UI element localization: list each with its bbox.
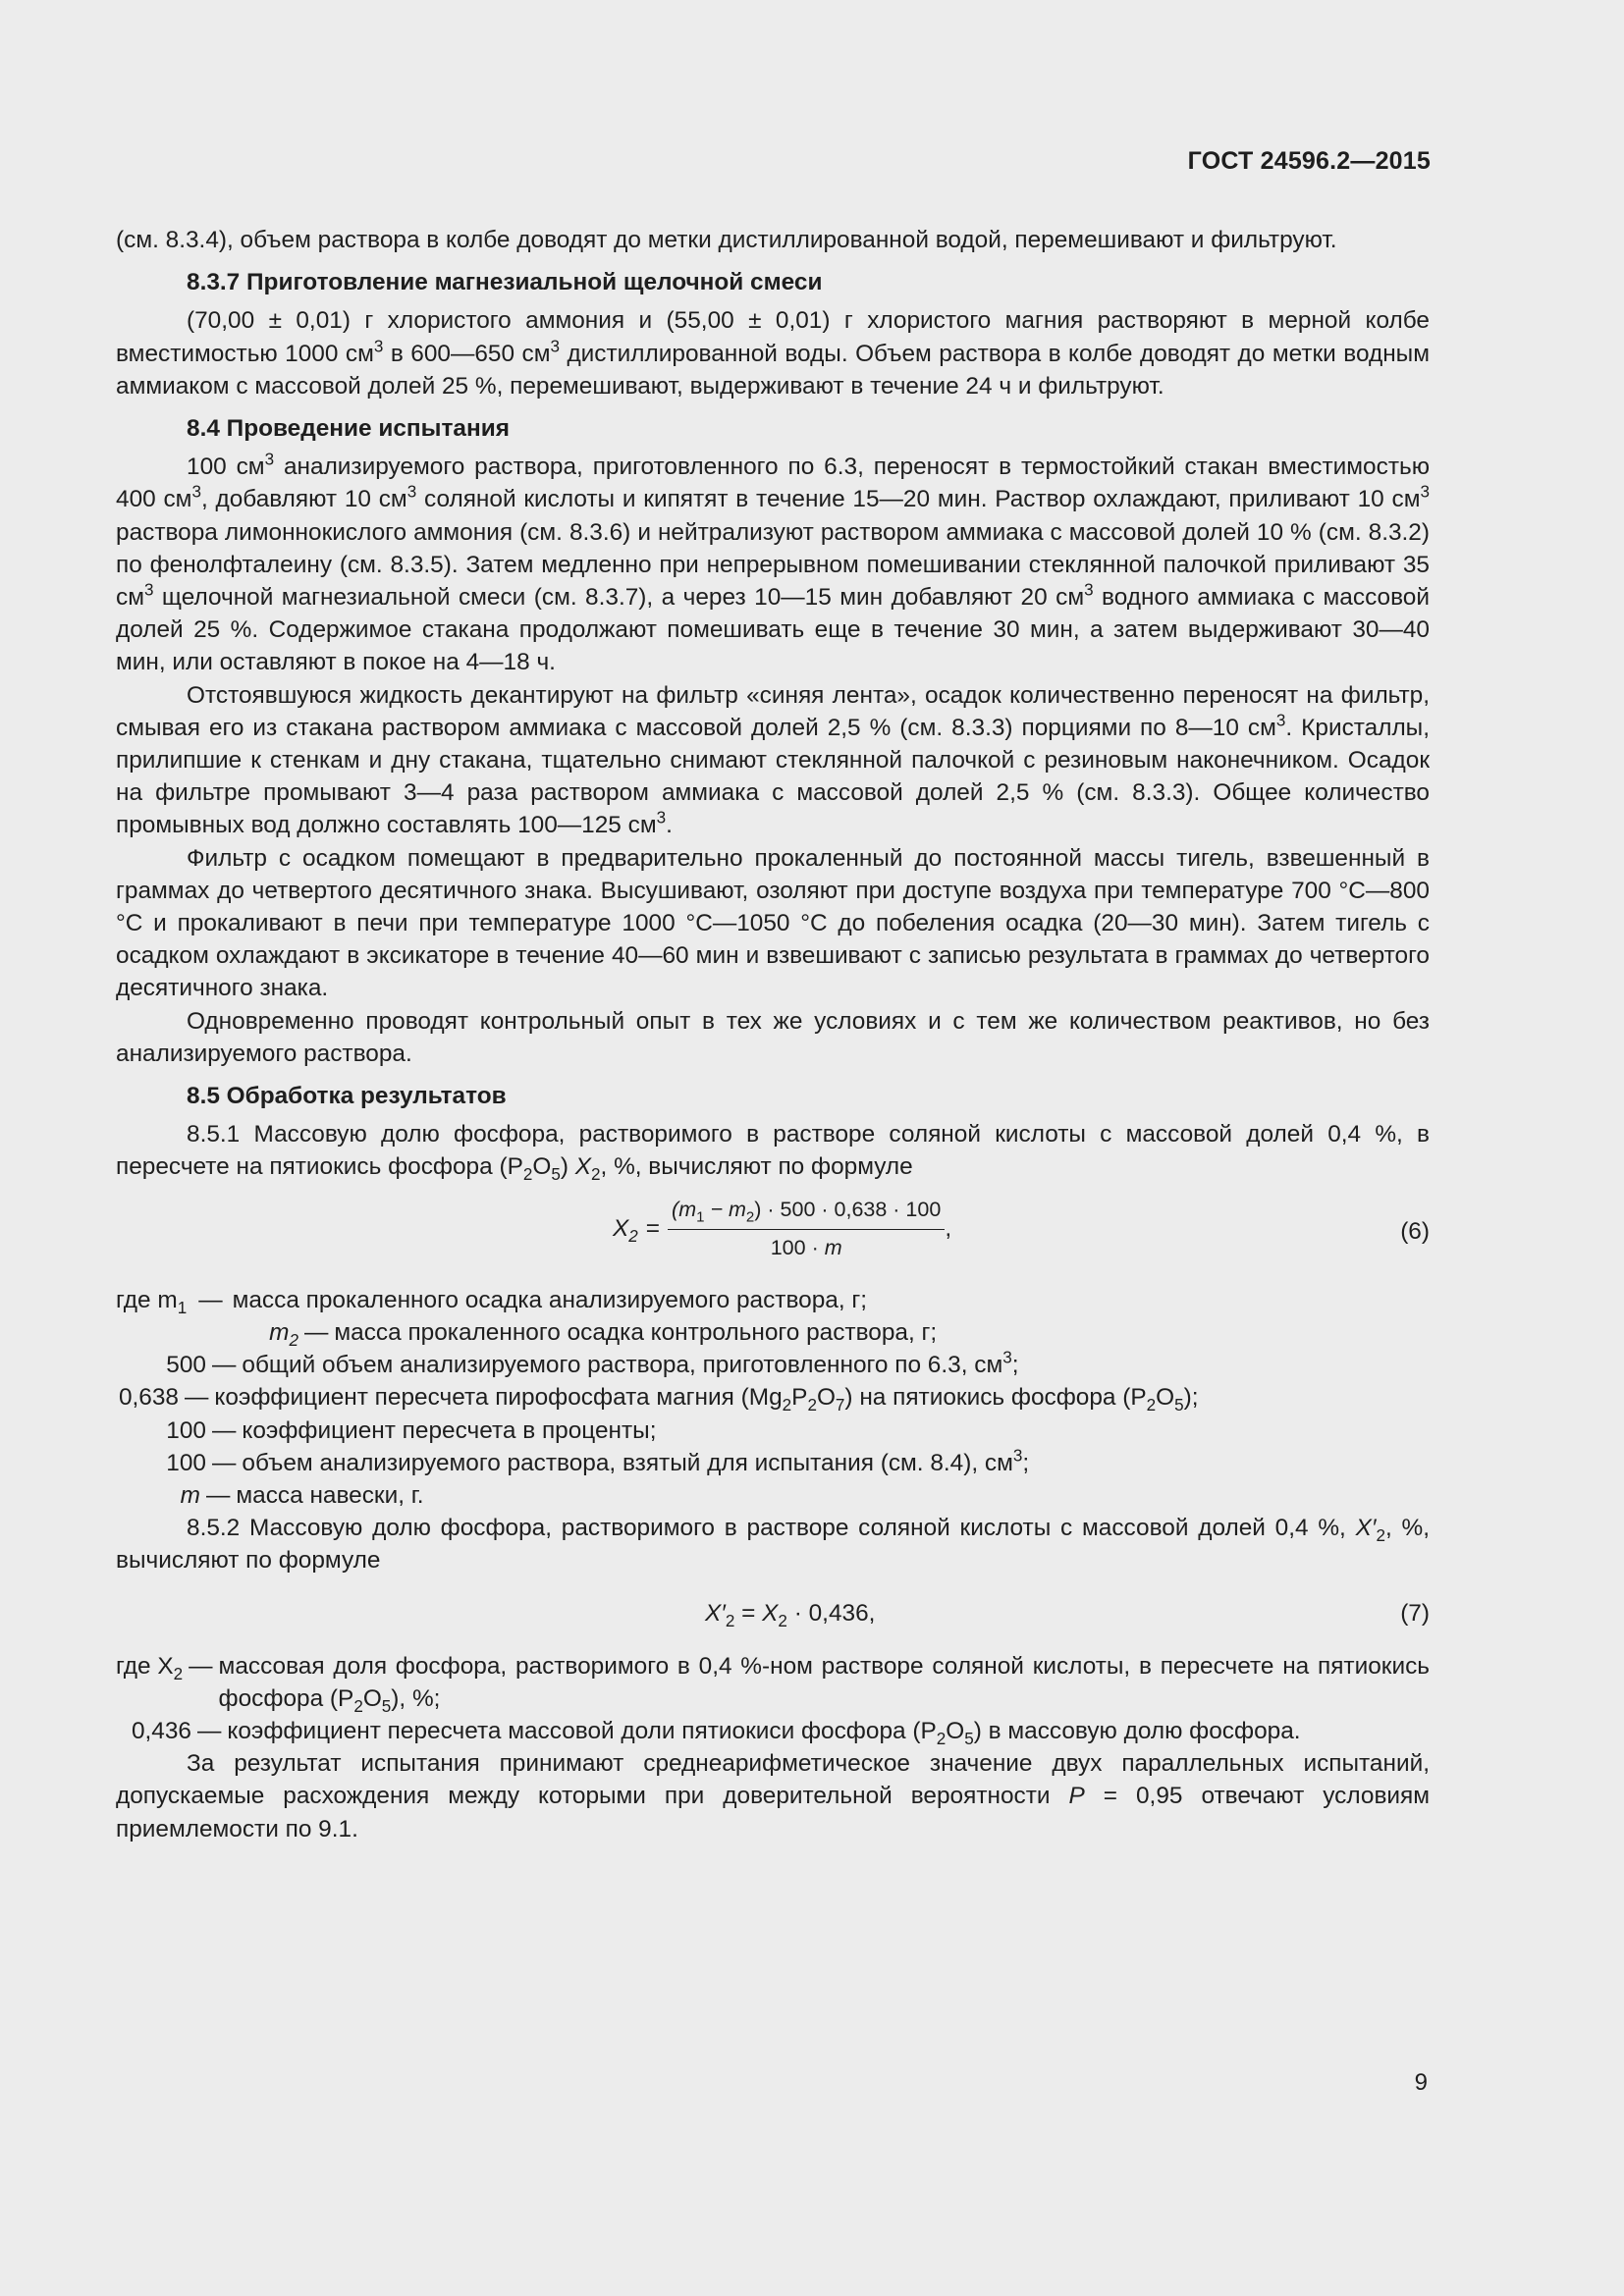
formula-6-fraction <box>668 1194 945 1264</box>
formula-6-numerator: $(m_1 - m_2) \cdot 500 \cdot 0,638 \cdot 100$ <box>668 1194 945 1230</box>
legend-item: m — масса навески, г. <box>180 1481 424 1509</box>
legend-item: где $m_1$ — масса прокаленного осадка анализируемого раствора, г; <box>116 1286 868 1317</box>
section-8-4-paragraph-4: Одновременно проводят контрольный опыт в тех же условиях и с тем же количеством реактивов, но без анализируемого раствора. <box>116 1007 1430 1067</box>
formula-7-expression: $X'_2 = X_2 \cdot 0,436$, <box>705 1599 876 1630</box>
section-8-4-heading: 8.4 Проведение испытания <box>187 415 510 443</box>
section-8-5-heading: 8.5 Обработка результатов <box>187 1083 507 1110</box>
formula-7-number: (7) <box>1400 1599 1430 1627</box>
formula-6-denominator: 100 · m <box>770 1235 842 1259</box>
formula-6-number: (6) <box>1400 1217 1430 1245</box>
legend-item: 0,436 — коэффициент пересчета массовой доли пятиокиси фосфора $(P_2O_5)$ в массовую долю фосфора. <box>131 1717 1301 1748</box>
legend-item: 500 — общий объем анализируемого раствора, приготовленного по 6.3, $см^3$; <box>166 1348 1019 1379</box>
legend-item: $m_2$ — масса прокаленного осадка контрольного раствора, г; <box>269 1318 938 1350</box>
section-8-5-2-text: 8.5.2 Массовую долю фосфора, растворимого в растворе соляной кислоты с массовой долей 0,4 %, $X'_2$, %, вычисляют по формуле <box>116 1515 1430 1575</box>
formula-7 <box>116 1589 1430 1644</box>
page-number: 9 <box>1414 2069 1428 2096</box>
document-body <box>116 224 1430 1845</box>
legend-item: 100 — коэффициент пересчета в проценты; <box>166 1416 657 1444</box>
intro-paragraph: (см. 8.3.4), объем раствора в колбе доводят до метки дистиллированной водой, перемешивают и фильтруют. <box>116 227 1337 253</box>
conclusion-paragraph: За результат испытания принимают среднеарифметическое значение двух параллельных испытаний, допускаемые расхождения между которыми при доверительной вероятности P = 0,95 отвечают условиям приемлемости по 9.1. <box>116 1750 1431 1842</box>
formula-6-comma: , <box>945 1215 952 1243</box>
equals-sign: = <box>645 1215 661 1243</box>
document-code: ГОСТ 24596.2—2015 <box>1187 147 1431 175</box>
legend-item: где $X_2$ — массовая доля фосфора, растворимого в 0,4 %-ном растворе соляной кислоты, в пересчете на пятиокись фосфора $(P_2O_5)$, %; <box>116 1652 1430 1716</box>
section-8-3-7-text: (70,00 ± 0,01) г хлористого аммония и (55,00 ± 0,01) г хлористого магния растворяют в мерной колбе вместимостью 1000 $см^3$ в 600—650 $см^3$ дистиллированной воды. Объем раствора в колбе доводят до метки водным аммиаком с массовой долей 25 %, перемешивают, выдерживают в течение 24 ч и фильтруют. <box>116 307 1430 400</box>
formula-6-lhs: $X_2$ <box>613 1215 638 1247</box>
section-8-4-paragraph-1: 100 $см^3$ анализируемого раствора, приготовленного по 6.3, переносят в термостойкий стакан вместимостью 400 $см^3$, добавляют 10 $см^3$ соляной кислоты и кипятят в течение 15—20 мин. Раствор охлаждают, приливают 10 $см^3$ раствора лимоннокислого аммония (см. 8.3.6) и нейтрализуют раствором аммиака с массовой долей 10 % (см. 8.3.2) по фенолфталеину (см. 8.3.5). Затем медленно при непрерывном помешивании стеклянной палочкой приливают 35 $см^3$ щелочной магнезиальной смеси (см. 8.3.7), а через 10—15 мин добавляют 20 $см^3$ водного аммиака с массовой долей 25 %. Содержимое стакана продолжают помешивать еще в течение 30 мин, а затем выдерживают 30—40 мин, или оставляют в покое на 4—18 ч. <box>116 450 1430 676</box>
section-8-4-paragraph-3: Фильтр с осадком помещают в предварительно прокаленный до постоянной массы тигель, взвешенный в граммах до четвертого десятичного знака. Высушивают, озоляют при доступе воздуха при температуре 700 °С—800 °С и прокаливают в печи при температуре 1000 °С—1050 °С до побеления осадка (20—30 мин). Затем тигель с осадком охлаждают в эксикаторе в течение 40—60 мин и взвешивают с записью результата в граммах до четвертого десятичного знака. <box>116 844 1430 1002</box>
legend-item: 0,638 — коэффициент пересчета пирофосфата магния $(Mg_2P_2O_7)$ на пятиокись фосфора $(P_2O_5)$; <box>118 1384 1199 1415</box>
formula-6-legend <box>116 1284 1430 1512</box>
section-8-4-paragraph-2: Отстоявшуюся жидкость декантируют на фильтр «синяя лента», осадок количественно переносят на фильтр, смывая его из стакана раствором аммиака с массовой долей 2,5 % (см. 8.3.3) порциями по 8—10 $см^3$. Кристаллы, прилипшие к стенкам и дну стакана, тщательно снимают стеклянной палочкой с резиновым наконечником. Осадок на фильтре промывают 3—4 раза раствором аммиака с массовой долей 2,5 % (см. 8.3.3). Общее количество промывных вод должно составлять 100—125 $см^3$. <box>116 681 1430 839</box>
section-8-3-7-heading: 8.3.7 Приготовление магнезиальной щелочной смеси <box>187 269 823 296</box>
section-8-5-1-text: 8.5.1 Массовую долю фосфора, растворимого в растворе соляной кислоты с массовой долей 0,4 %, в пересчете на пятиокись фосфора $(P_2O_5)$ $X_2$, %, вычисляют по формуле <box>116 1121 1430 1185</box>
legend-item: 100 — объем анализируемого раствора, взятый для испытания (см. 8.4), $см^3$; <box>166 1446 1030 1476</box>
formula-7-legend <box>116 1650 1430 1748</box>
formula-6 <box>116 1194 1430 1278</box>
